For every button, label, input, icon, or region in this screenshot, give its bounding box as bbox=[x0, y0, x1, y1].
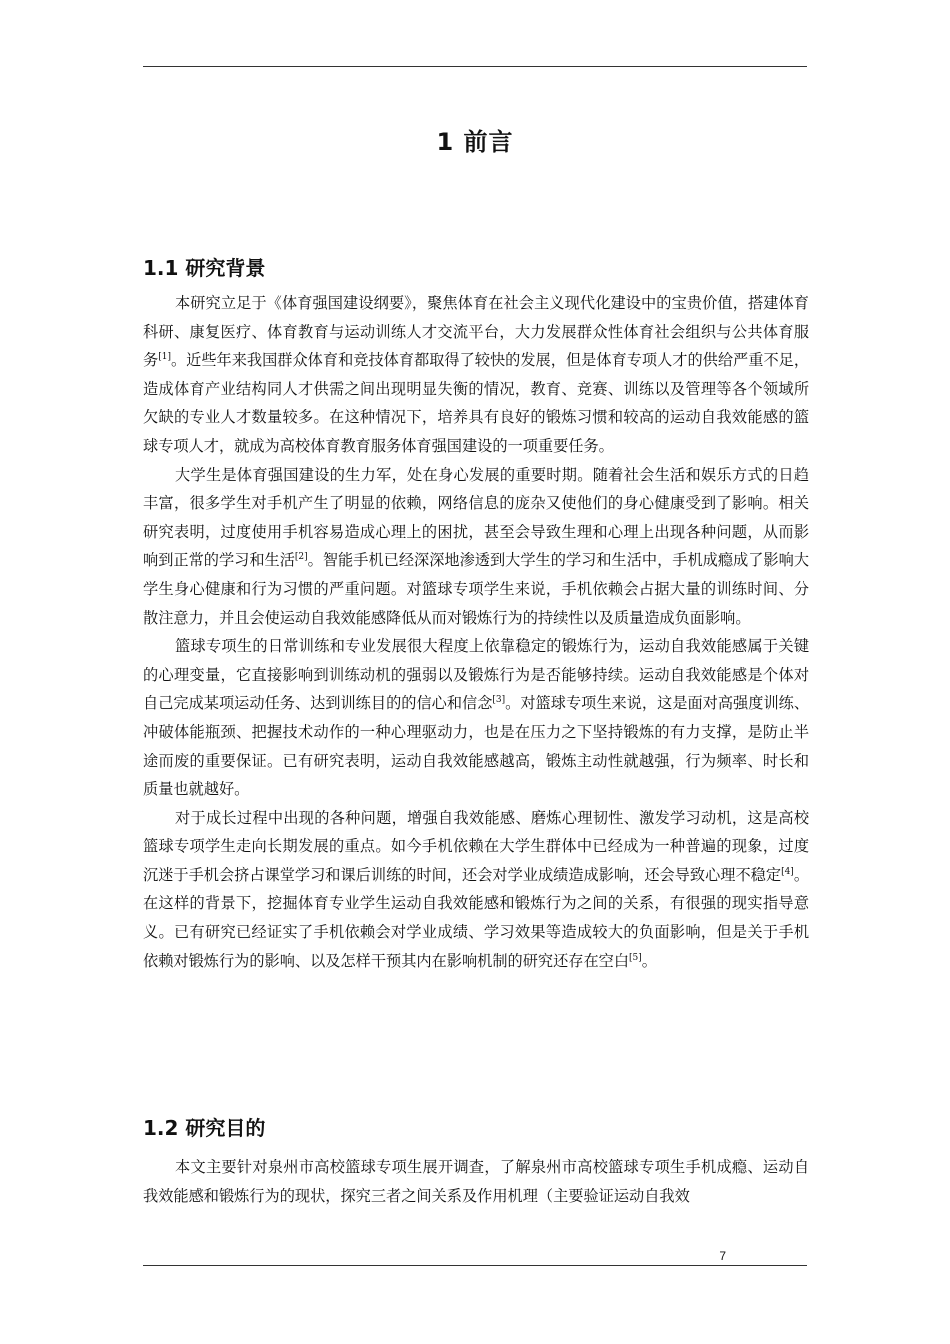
section-heading-purpose: 1.2 研究目的 bbox=[143, 1116, 266, 1140]
paragraph-4-text-c: 。 bbox=[641, 951, 657, 970]
paragraph-3 bbox=[143, 632, 809, 804]
paragraph-5: 本文主要针对泉州市高校篮球专项生展开调查，了解泉州市高校篮球专项生手机成瘾、运动自我效能感和锻炼行为的现状，探究三者之间关系及作用机理（主要验证运动自我效 bbox=[143, 1158, 809, 1205]
citation-2: [2] bbox=[294, 552, 308, 563]
citation-4: [4] bbox=[781, 866, 794, 877]
section-body-purpose bbox=[143, 1153, 809, 1210]
paragraph-1-text-a: 本研究立足于《体育强国建设纲要》，聚焦体育在社会主义现代化建设中的宝贵价值，搭建体育科研、康复医疗、体育教育与运动训练人才交流平台，大力发展群众性体育社会组织与公共体育服务 bbox=[143, 294, 809, 370]
citation-1: [1] bbox=[158, 352, 171, 363]
footer-rule bbox=[143, 1265, 807, 1266]
citation-5: [5] bbox=[629, 952, 642, 963]
paragraph-4-text-b: 。在这样的背景下，挖掘体育专业学生运动自我效能感和锻炼行为之间的关系，有很强的现实指导意义。已有研究已经证实了手机依赖会对学业成绩、学习效果等造成较大的负面影响，但是关于手机依赖对锻炼行为的影响、以及怎样干预其内在影响机制的研究还存在空白 bbox=[143, 865, 810, 970]
citation-3: [3] bbox=[492, 695, 506, 706]
paragraph-4 bbox=[143, 804, 809, 976]
paragraph-2-text-b: 。智能手机已经深深地渗透到大学生的学习和生活中，手机成瘾成了影响大学生身心健康和行为习惯的严重问题。对篮球专项学生来说，手机依赖会占据大量的训练时间、分散注意力，并且会使运动自我效能感降低从而对锻炼行为的持续性以及质量造成负面影响。 bbox=[143, 551, 810, 627]
chapter-title: 1 前言 bbox=[436, 128, 514, 156]
paragraph-3-text-a: 篮球专项生的日常训练和专业发展很大程度上依靠稳定的锻炼行为，运动自我效能感属于关键的心理变量，它直接影响到训练动机的强弱以及锻炼行为是否能够持续。运动自我效能感是个体对自己完成某项运动任务、达到训练目的的信心和信念 bbox=[143, 637, 809, 713]
paragraph-4-text-a: 对于成长过程中出现的各种问题，增强自我效能感、磨炼心理韧性、激发学习动机，这是高校篮球专项学生走向长期发展的重点。如今手机依赖在大学生群体中已经成为一种普遍的现象，过度沉迷于手机会挤占课堂学习和课后训练的时间，还会对学业成绩造成影响，还会导致心理不稳定 bbox=[143, 808, 809, 884]
header-rule bbox=[143, 66, 807, 67]
paragraph-2-text-a: 大学生是体育强国建设的生力军，处在身心发展的重要时期。随着社会生活和娱乐方式的日趋丰富，很多学生对手机产生了明显的依赖，网络信息的庞杂又使他们的身心健康受到了影响。相关研究表明，过度使用手机容易造成心理上的困扰，甚至会导致生理和心理上出现各种问题，从而影响到正常的学习和生活 bbox=[143, 465, 809, 570]
paragraph-3-text-b: 。对篮球专项生来说，这是面对高强度训练、冲破体能瓶颈、把握技术动作的一种心理驱动力，也是在压力之下坚持锻炼的有力支撑，是防止半途而废的重要保证。已有研究表明，运动自我效能感越高，锻炼主动性就越强，行为频率、时长和质量也就越好。 bbox=[143, 694, 810, 799]
section-heading-background: 1.1 研究背景 bbox=[143, 256, 266, 280]
paragraph-2 bbox=[143, 461, 809, 633]
paragraph-1 bbox=[143, 289, 809, 461]
page-number: 7 bbox=[719, 1249, 726, 1263]
paragraph-1-text-b: 。近些年来我国群众体育和竞技体育都取得了较快的发展，但是体育专项人才的供给严重不足，造成体育产业结构同人才供需之间出现明显失衡的情况，教育、竞赛、训练以及管理等各个领域所欠缺的专业人才数量较多。在这种情况下，培养具有良好的锻炼习惯和较高的运动自我效能感的篮球专项人才，就成为高校体育教育服务体育强国建设的一项重要任务。 bbox=[143, 351, 810, 455]
section-body-background bbox=[143, 289, 809, 975]
